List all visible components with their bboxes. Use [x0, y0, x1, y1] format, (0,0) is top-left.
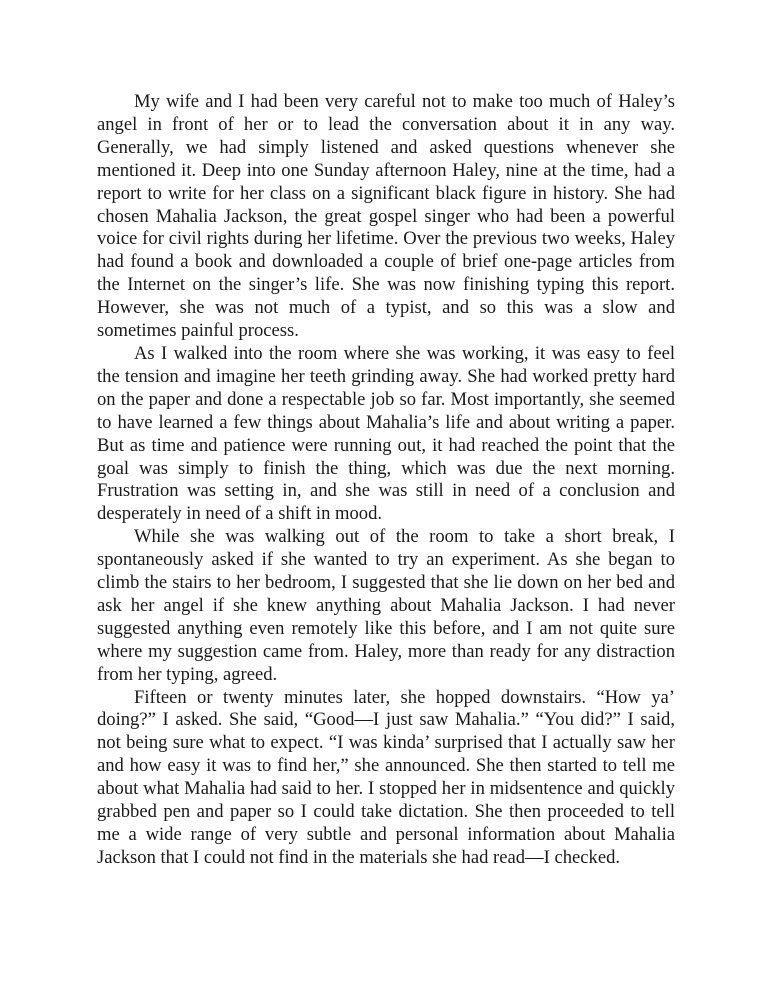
paragraph-4: Fifteen or twenty minutes later, she hopped downstairs. “How ya’ doing?” I asked. She said, “Good—I just saw Mahalia.” “You did?” I said, not being sure what to expect. “I was kinda’ surprised that I actually saw her and how easy it was to find her,” she announced. She then started to tell me about what Mahalia had said to her. I stopped her in midsentence and quickly grabbed pen and paper so I could take dictation. She then proceeded to tell me a wide range of very subtle and personal information about Mahalia Jackson that I could not find in the materials she had read—I checked.: [97, 686, 675, 868]
paragraph-2: As I walked into the room where she was working, it was easy to feel the tension and imagine her teeth grinding away. She had worked pretty hard on the paper and done a respectable job so far. Most importantly, she seemed to have learned a few things about Mahalia’s life and about writing a paper. But as time and patience were running out, it had reached the point that the goal was simply to finish the thing, which was due the next morning. Frustration was setting in, and she was still in need of a conclusion and desperately in need of a shift in mood.: [97, 342, 675, 525]
paragraph-3: While she was walking out of the room to take a short break, I spontaneously asked if she wanted to try an experiment. As she began to climb the stairs to her bedroom, I suggested that she lie down on her bed and ask her angel if she knew anything about Mahalia Jackson. I had never suggested anything even remotely like this before, and I am not quite sure where my suggestion came from. Haley, more than ready for any distraction from her typing, agreed.: [97, 526, 675, 685]
document-page: [97, 91, 675, 870]
paragraph-1: My wife and I had been very careful not to make too much of Haley’s angel in front of her or to lead the conversation about it in any way. Generally, we had simply listened and asked questions whenever she mentioned it. Deep into one Sunday afternoon Haley, nine at the time, had a report to write for her class on a significant black figure in history. She had chosen Mahalia Jackson, the great gospel singer who had been a powerful voice for civil rights during her lifetime. Over the previous two weeks, Haley had found a book and downloaded a couple of brief one-page articles from the Internet on the singer’s life. She was now finishing typing this report. However, she was not much of a typist, and so this was a slow and sometimes painful process.: [97, 91, 675, 342]
